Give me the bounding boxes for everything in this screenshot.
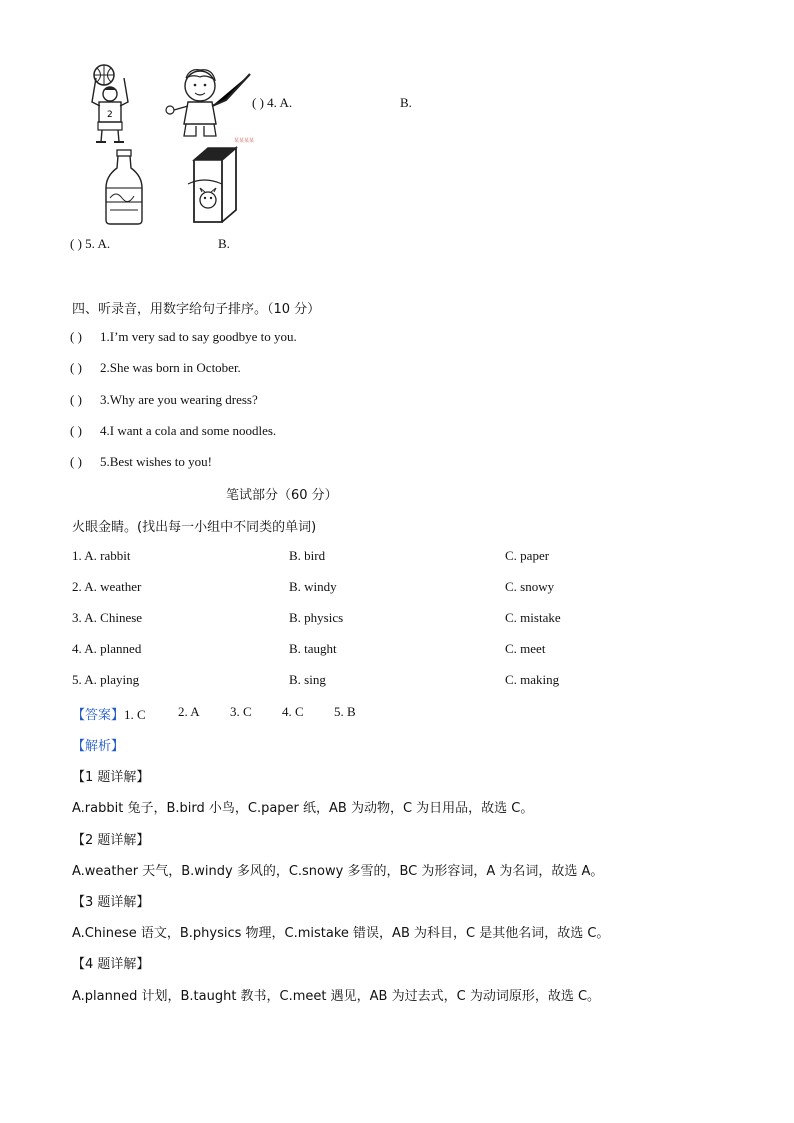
answer-value: 3. C <box>230 704 252 719</box>
question-4-label: ( ) 4. A. <box>252 95 293 110</box>
sentence-text: 4.I want a cola and some noodles. <box>100 423 277 438</box>
milk-carton-icon <box>184 146 246 226</box>
answer-bracket: ( ) <box>70 360 82 375</box>
answer-value: 5. B <box>334 704 356 719</box>
answer-value: 1. C <box>124 707 146 722</box>
answer-value: 2. A <box>178 704 200 719</box>
detail-text: A.rabbit 兔子，B.bird 小鸟，C.paper 纸，AB 为动物，C 为日用品，故选 C。 <box>72 801 534 816</box>
detail-title: 【1 题详解】 <box>72 770 150 785</box>
sentence-text: 1.I’m very sad to say goodbye to you. <box>100 329 297 344</box>
question-4-option-b: B. <box>400 95 412 110</box>
sentence-text: 5.Best wishes to you! <box>100 454 212 469</box>
answer-bracket: ( ) <box>70 392 82 407</box>
vocab-option-c: C. meet <box>505 641 546 656</box>
vocab-option-b: B. sing <box>289 672 326 687</box>
question-5-label: ( ) 5. A. <box>70 236 111 251</box>
analysis-tag: 【解析】 <box>72 739 125 754</box>
section-4-heading: 四、听录音，用数字给句子排序。（10 分） <box>72 302 321 317</box>
answer-bracket: ( ) <box>70 454 82 469</box>
cola-bottle-icon <box>100 148 150 226</box>
sentence-item <box>70 329 297 345</box>
boy-with-bat-icon <box>160 66 256 144</box>
sentence-item <box>70 454 212 470</box>
svg-text:2: 2 <box>107 110 113 120</box>
vocab-option-b: B. bird <box>289 548 326 563</box>
detail-title: 【4 题详解】 <box>72 957 150 972</box>
vocab-option-c: C. making <box>505 672 560 687</box>
detail-text: A.weather 天气，B.windy 多风的，C.snowy 多雪的，BC 为形容词，A 为名词，故选 A。 <box>72 864 604 879</box>
vocab-option-a: 4. A. planned <box>72 641 142 656</box>
vocab-option-b: B. taught <box>289 641 337 656</box>
vocab-option-c: C. snowy <box>505 579 555 594</box>
vocab-option-b: B. windy <box>289 579 337 594</box>
vocab-option-c: C. paper <box>505 548 550 563</box>
svg-text:某某某某: 某某某某 <box>234 138 255 144</box>
vocab-option-a: 3. A. Chinese <box>72 610 143 625</box>
vocab-option-a: 5. A. playing <box>72 672 140 687</box>
sentence-text: 2.She was born in October. <box>100 360 241 375</box>
written-part-title: 笔试部分（60 分） <box>226 488 338 503</box>
detail-title: 【2 题详解】 <box>72 833 150 848</box>
detail-title: 【3 题详解】 <box>72 895 150 910</box>
answer-line <box>72 704 146 723</box>
vocab-option-a: 1. A. rabbit <box>72 548 131 563</box>
detail-text: A.Chinese 语文，B.physics 物理，C.mistake 错误，AB 为科目，C 是其他名词，故选 C。 <box>72 926 610 941</box>
answer-tag: 【答案】 <box>72 708 125 723</box>
basketball-player-icon <box>82 64 140 144</box>
vocab-heading: 火眼金睛。(找出每一小组中不同类的单词) <box>72 520 317 535</box>
sentence-text: 3.Why are you wearing dress? <box>100 392 258 407</box>
question-5-option-b: B. <box>218 236 230 251</box>
sentence-item <box>70 360 241 376</box>
vocab-option-c: C. mistake <box>505 610 561 625</box>
answer-bracket: ( ) <box>70 423 82 438</box>
detail-text: A.planned 计划，B.taught 教书，C.meet 遇见，AB 为过去式，C 为动词原形，故选 C。 <box>72 989 601 1004</box>
sentence-item <box>70 392 258 408</box>
answer-bracket: ( ) <box>70 329 82 344</box>
answer-value: 4. C <box>282 704 304 719</box>
vocab-option-a: 2. A. weather <box>72 579 142 594</box>
sentence-item <box>70 423 276 439</box>
vocab-option-b: B. physics <box>289 610 344 625</box>
